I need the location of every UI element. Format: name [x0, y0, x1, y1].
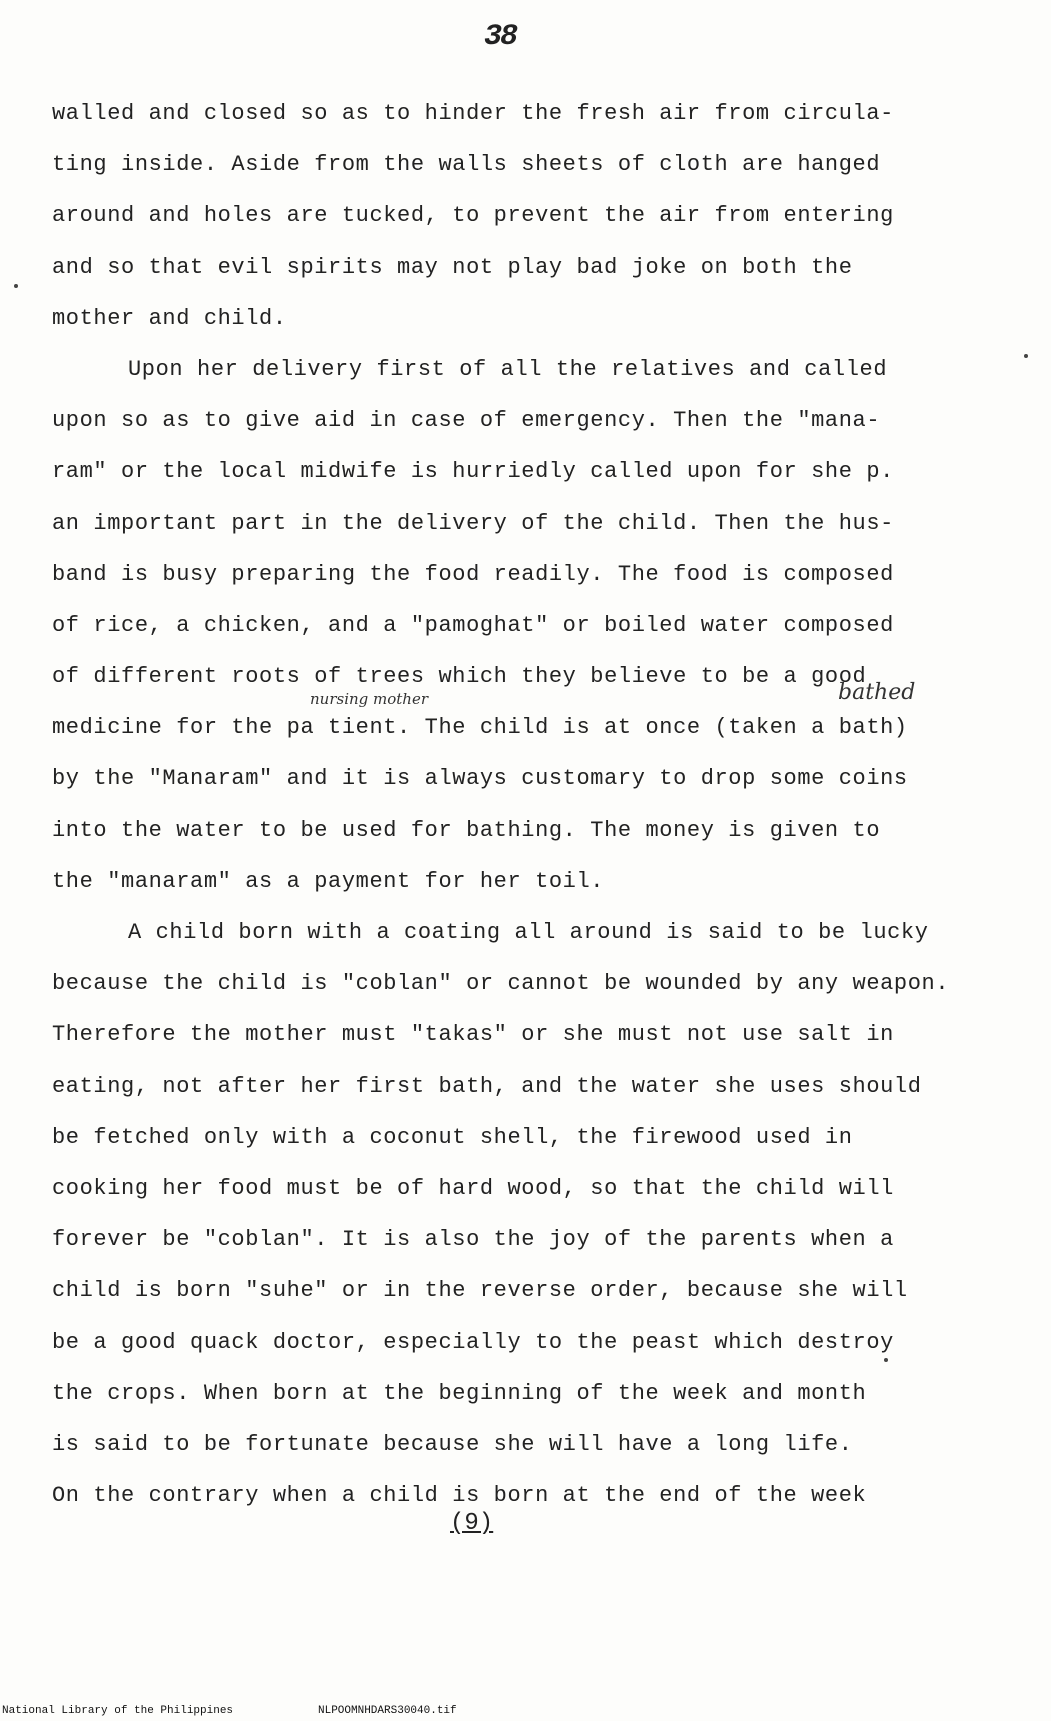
section-number: (9): [450, 1510, 494, 1537]
text-line: around and holes are tucked, to prevent the air from entering: [52, 203, 894, 229]
body-text: [52, 88, 1032, 1521]
text-line: because the child is "coblan" or cannot be wounded by any weapon.: [52, 971, 950, 997]
text-line: Therefore the mother must "takas" or she must not use salt in: [52, 1022, 894, 1048]
text-line: the "manaram" as a payment for her toil.: [52, 868, 605, 894]
text-line: by the "Manaram" and it is always customary to drop some coins: [52, 766, 908, 792]
library-credit: National Library of the Philippines: [2, 1705, 234, 1717]
text-line: is said to be fortunate because she will have a long life.: [52, 1431, 853, 1457]
text-line: upon so as to give aid in case of emergency. Then the "mana-: [52, 408, 881, 434]
text-line: ram" or the local midwife is hurriedly called upon for she p.: [52, 459, 894, 485]
speck-mark: [14, 284, 18, 288]
paragraph-start-line: A child born with a coating all around is said to be lucky: [128, 920, 929, 945]
text-line: eating, not after her first bath, and the water she uses should: [52, 1073, 922, 1099]
text-line: be fetched only with a coconut shell, the firewood used in: [52, 1124, 853, 1150]
text-line: medicine for the pa tient. The child is at once (taken a bath): [52, 715, 908, 741]
speck-mark: [884, 1358, 888, 1362]
text-line: mother and child.: [52, 305, 287, 331]
text-line: walled and closed so as to hinder the fresh air from circula-: [52, 101, 894, 126]
text-line: On the contrary when a child is born at the end of the week: [52, 1483, 867, 1509]
text-line: into the water to be used for bathing. The money is given to: [52, 817, 881, 843]
text-line: forever be "coblan". It is also the joy of the parents when a: [52, 1227, 894, 1253]
text-line: of rice, a chicken, and a "pamoghat" or boiled water composed: [52, 612, 894, 638]
paragraph-start-line: Upon her delivery first of all the relatives and called: [128, 356, 888, 382]
text-line: the crops. When born at the beginning of the week and month: [52, 1380, 867, 1406]
text-line: child is born "suhe" or in the reverse order, because she will: [52, 1278, 908, 1304]
text-line: cooking her food must be of hard wood, so that the child will: [52, 1175, 894, 1201]
text-line: band is busy preparing the food readily. The food is composed: [52, 561, 894, 587]
text-line: and so that evil spirits may not play bad joke on both the: [52, 254, 853, 280]
file-name: NLPOOMNHDARS30040.tif: [318, 1705, 457, 1717]
text-line: ting inside. Aside from the walls sheets of cloth are hanged: [52, 152, 881, 178]
scan-footer: [0, 1701, 1051, 1721]
page-number: 38: [484, 20, 517, 54]
text-line: be a good quack doctor, especially to the peast which destroy: [52, 1329, 894, 1355]
speck-mark: [1024, 354, 1028, 358]
text-line: an important part in the delivery of the child. Then the hus-: [52, 510, 894, 536]
handwritten-annotation-bathed: bathed: [838, 680, 916, 705]
text-line: of different roots of trees which they believe to be a good: [52, 664, 867, 690]
handwritten-annotation-nursing-mother: nursing mother: [310, 690, 429, 708]
